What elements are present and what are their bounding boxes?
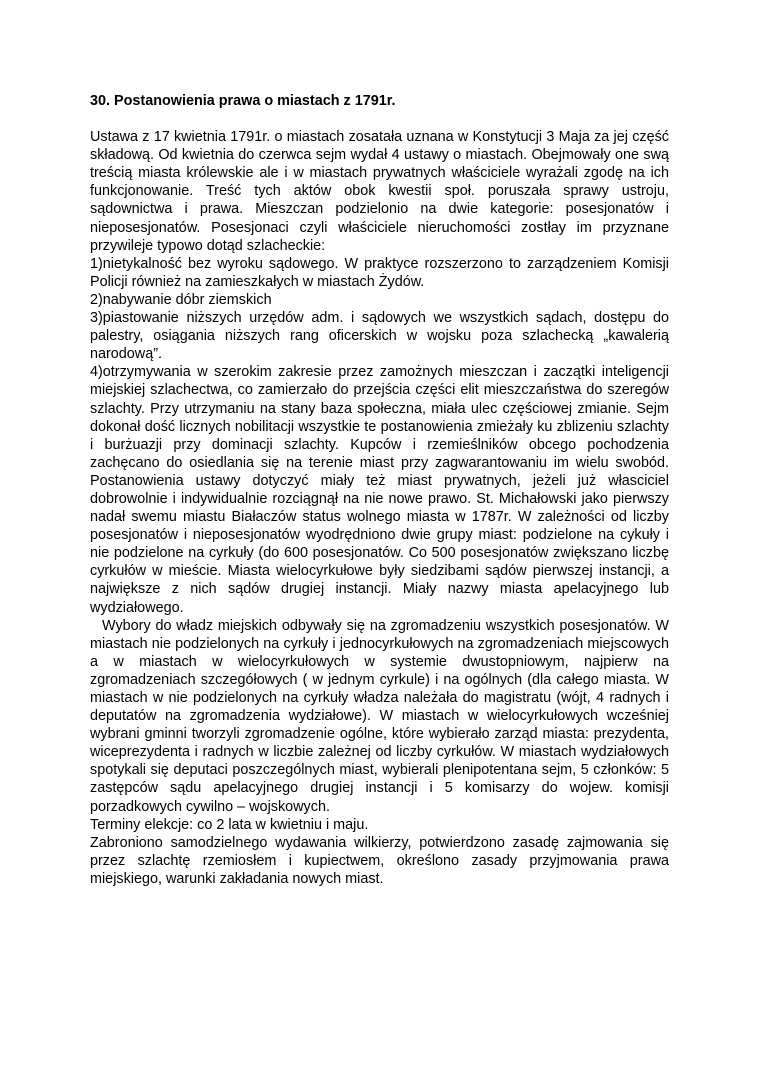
paragraph-point-3: 3)piastowanie niższych urzędów adm. i sądowych we wszystkich sądach, dostępu do palestry, osiągania niższych rang oficerskich w wojsku poza szlachecką „kawalerią narodową”.	[90, 310, 669, 363]
paragraph-point-1: 1)nietykalność bez wyroku sądowego. W praktyce rozszerzono to zarządzeniem Komisji Policji również na zamieszkałych w miastach Żydów.	[90, 255, 669, 290]
paragraph-elections: Wybory do władz miejskich odbywały się na zgromadzeniu wszystkich posesjonatów. W miastach nie podzielonych na cyrkuły i jednocyrkułowych na zgromadzeniach miejscowych a w miastach w wielocyrkułowych w systemie dwustopniowym, najpierw na zgromadzeniach szczegółowych ( w jednym cyrkule) i na ogólnych (dla całego miasta. W miastach w nie podzielonych na cyrkuły władza należała do magistratu (wójt, 4 radnych i deputatów na zgromadzenia wydziałowe). W miastach w wielocyrkułowych wcześniej wybrani gminni tworzyli zgromadzenie ogólne, które wybierało zarząd miasta: prezydenta, wiceprezydenta i radnych w liczbie zależnej od liczby cyrkułów. W miastach wydziałowych spotykali się deputaci poszczególnych miast, wybierali plenipotentana sejm, 5 członków: 5 zastępców sądu apelacyjnego drugiej instancji i 5 komisarzy do wojew. komisji porzadkowych cywilno – wojskowych.	[90, 617, 669, 815]
paragraph-point-2: 2)nabywanie dóbr ziemskich	[90, 291, 272, 308]
document-page	[90, 92, 669, 888]
paragraph-closing: Zabroniono samodzielnego wydawania wilkierzy, potwierdzono zasadę zajmowania się przez szlachtę rzemiosłem i kupiectwem, określono zasady przyjmowania prawa miejskiego, warunki zakładania nowych miast.	[90, 834, 669, 887]
document-title: 30. Postanowienia prawa o miastach z 1791r.	[90, 93, 396, 109]
paragraph-terms: Terminy elekcje: co 2 lata w kwietniu i maju.	[90, 816, 369, 833]
paragraph-intro: Ustawa z 17 kwietnia 1791r. o miastach zosatała uznana w Konstytucji 3 Maja za jej część składową. Od kwietnia do czerwca sejm wydał 4 ustawy o miastach. Obejmowały one swą treścią miasta królewskie ale i w miastach prywatnych właściciele wyrażali zgodę na ich funkcjonowanie. Treść tych aktów obok kwestii społ. poruszała sprawy ustroju, sądownictwa i prawa. Mieszczan podzielonio na dwie kategorie: posesjonatów i nieposesjonatów. Posesjonaci czyli właściciele nieruchomości zostłay im przyznane przywileje typowo dotąd szlacheckie:	[90, 129, 669, 254]
paragraph-point-4: 4)otrzymywania w szerokim zakresie przez zamożnych mieszczan i zaczątki inteligencji miejskiej szlachectwa, co zamierzało do przejścia części elit mieszczaństwa do szeregów szlachty. Przy utrzymaniu na stany baza społeczna, miała ulec częściowej zmianie. Sejm dokonał dość licznych nobilitacji wszystkie te postanowienia zmieżały ku zblizeniu szlachty i burżuazji przy dominacji szlachty. Kupców i rzemieślników obcego pochodzenia zachęcano do osiedlania się na terenie miast przy zagwarantowaniu im wielu swobód. Postanowienia ustawy dotyczyć miały też miast prywatnych, jeżeli już własciciel dobrowolnie i indywidualnie rozciągnął na nie nowe prawo. St. Michałowski jako pierwszy nadał swemu miastu Białaczów status wolnego miasta w 1787r. W zależności od liczby posesjonatów i nieposesjonatów wyodrędniono dwie grupy miast: podzielone na cykuły i nie podzielone na cyrkuły (do 600 posesjonatów. Co 500 posesjonatów zwiększano liczbę cyrkułów w mieście. Miasta wielocyrkułowe były siedzibami sądów pierwszej instancji, a największe z nich sądów drugiej instancji. Miały nazwy miasta apelacyjnego lub wydziałowego.	[90, 364, 669, 616]
